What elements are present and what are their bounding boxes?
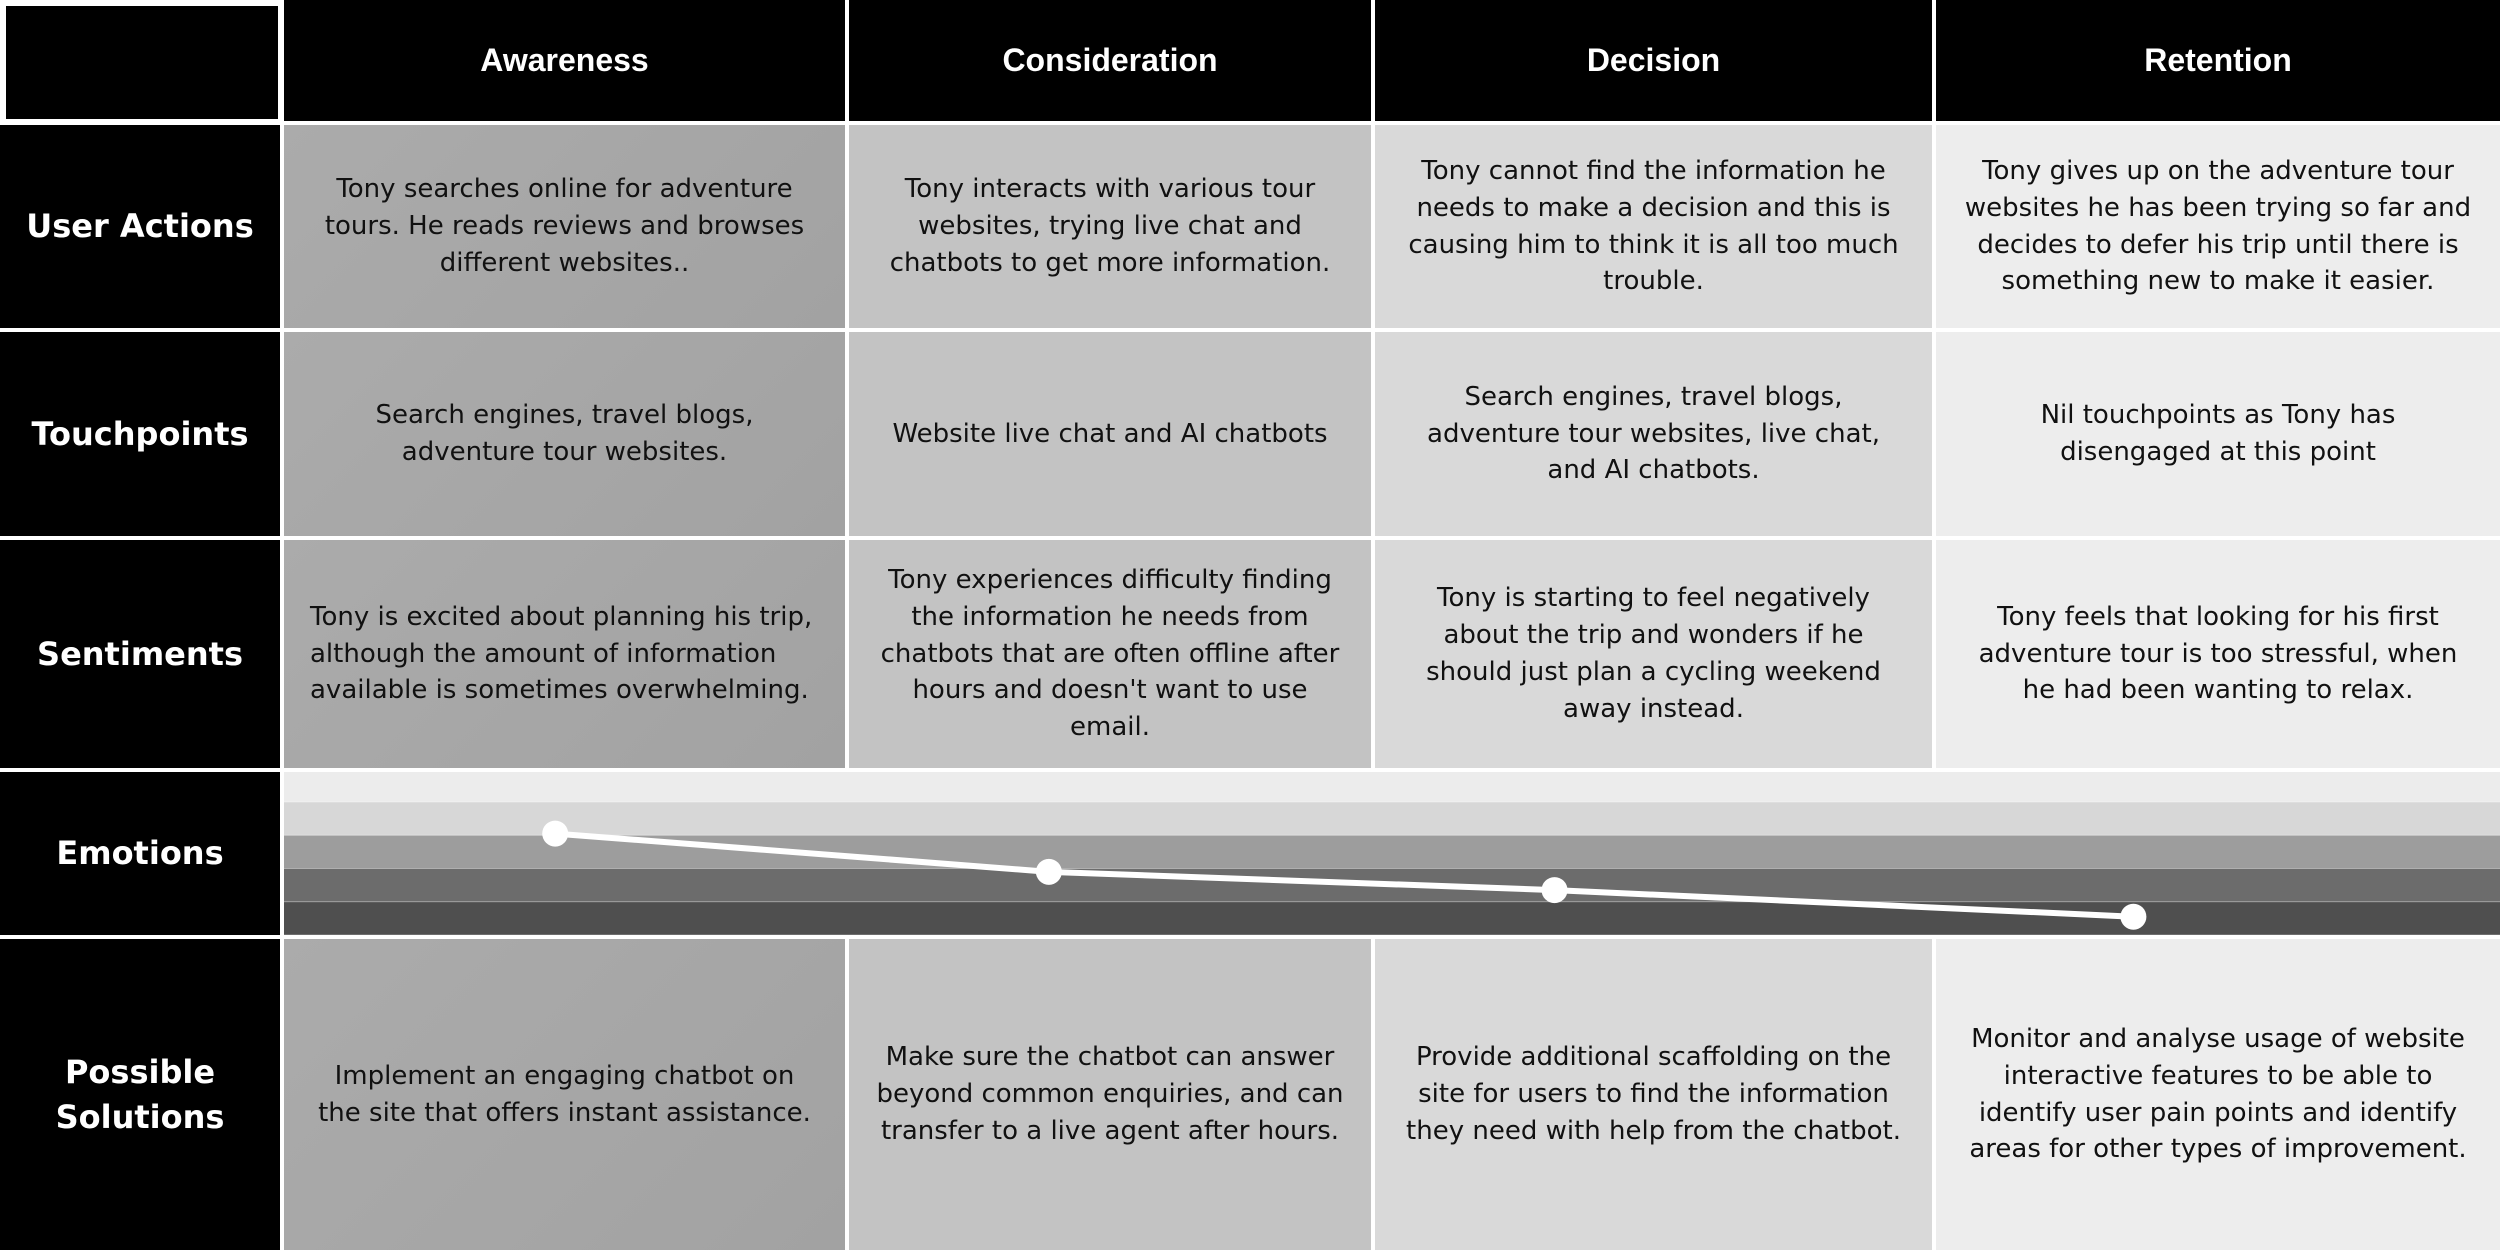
cell-user-actions-decision: Tony cannot find the information he needs to make a decision and this is causing him to think it is all too much trouble. <box>1375 125 1936 332</box>
cell-touchpoints-awareness: Search engines, travel blogs, adventure tour websites. <box>284 332 849 540</box>
cell-touchpoints-retention: Nil touchpoints as Tony has disengaged at this point <box>1936 332 2500 540</box>
emotion-point-awareness <box>542 821 568 847</box>
cell-touchpoints-decision: Search engines, travel blogs, adventure tour websites, live chat, and AI chatbots. <box>1375 332 1936 540</box>
emotion-band <box>284 802 2500 835</box>
emotion-band-top <box>284 772 2500 802</box>
cell-user-actions-awareness: Tony searches online for adventure tours. He reads reviews and browses different websites.. <box>284 125 849 332</box>
corner-cell <box>0 0 284 125</box>
stage-header-consideration: Consideration <box>849 0 1375 125</box>
cell-sentiments-awareness: Tony is excited about planning his trip, although the amount of information available is sometimes overwhelming. <box>284 540 849 772</box>
row-label-emotions: Emotions <box>0 772 284 939</box>
cell-solutions-decision: Provide additional scaffolding on the site for users to find the information they need with help from the chatbot. <box>1375 939 1936 1250</box>
stage-header-decision: Decision <box>1375 0 1936 125</box>
row-label-possible-solutions: Possible Solutions <box>0 939 284 1250</box>
emotion-curve-area <box>284 772 2500 939</box>
emotion-point-consideration <box>1036 859 1062 885</box>
stage-header-awareness: Awareness <box>284 0 849 125</box>
cell-sentiments-consideration: Tony experiences difficulty finding the information he needs from chatbots that are often offline after hours and doesn't want to use email. <box>849 540 1375 772</box>
emotion-point-decision <box>1542 877 1568 903</box>
cell-solutions-awareness: Implement an engaging chatbot on the site that offers instant assistance. <box>284 939 849 1250</box>
cell-sentiments-retention: Tony feels that looking for his first adventure tour is too stressful, when he had been wanting to relax. <box>1936 540 2500 772</box>
cell-solutions-consideration: Make sure the chatbot can answer beyond common enquiries, and can transfer to a live agent after hours. <box>849 939 1375 1250</box>
cell-user-actions-retention: Tony gives up on the adventure tour websites he has been trying so far and decides to defer his trip until there is something new to make it easier. <box>1936 125 2500 332</box>
row-label-user-actions: User Actions <box>0 125 284 332</box>
cell-solutions-retention: Monitor and analyse usage of website interactive features to be able to identify user pain points and identify areas for other types of improvement. <box>1936 939 2500 1250</box>
row-label-touchpoints: Touchpoints <box>0 332 284 540</box>
cell-user-actions-consideration: Tony interacts with various tour websites, trying live chat and chatbots to get more information. <box>849 125 1375 332</box>
emotion-point-retention <box>2120 904 2146 930</box>
emotion-curve-chart <box>284 772 2500 935</box>
emotion-band <box>284 902 2500 935</box>
stage-header-retention: Retention <box>1936 0 2500 125</box>
cell-sentiments-decision: Tony is starting to feel negatively about the trip and wonders if he should just plan a cycling weekend away instead. <box>1375 540 1936 772</box>
row-label-sentiments: Sentiments <box>0 540 284 772</box>
cell-touchpoints-consideration: Website live chat and AI chatbots <box>849 332 1375 540</box>
